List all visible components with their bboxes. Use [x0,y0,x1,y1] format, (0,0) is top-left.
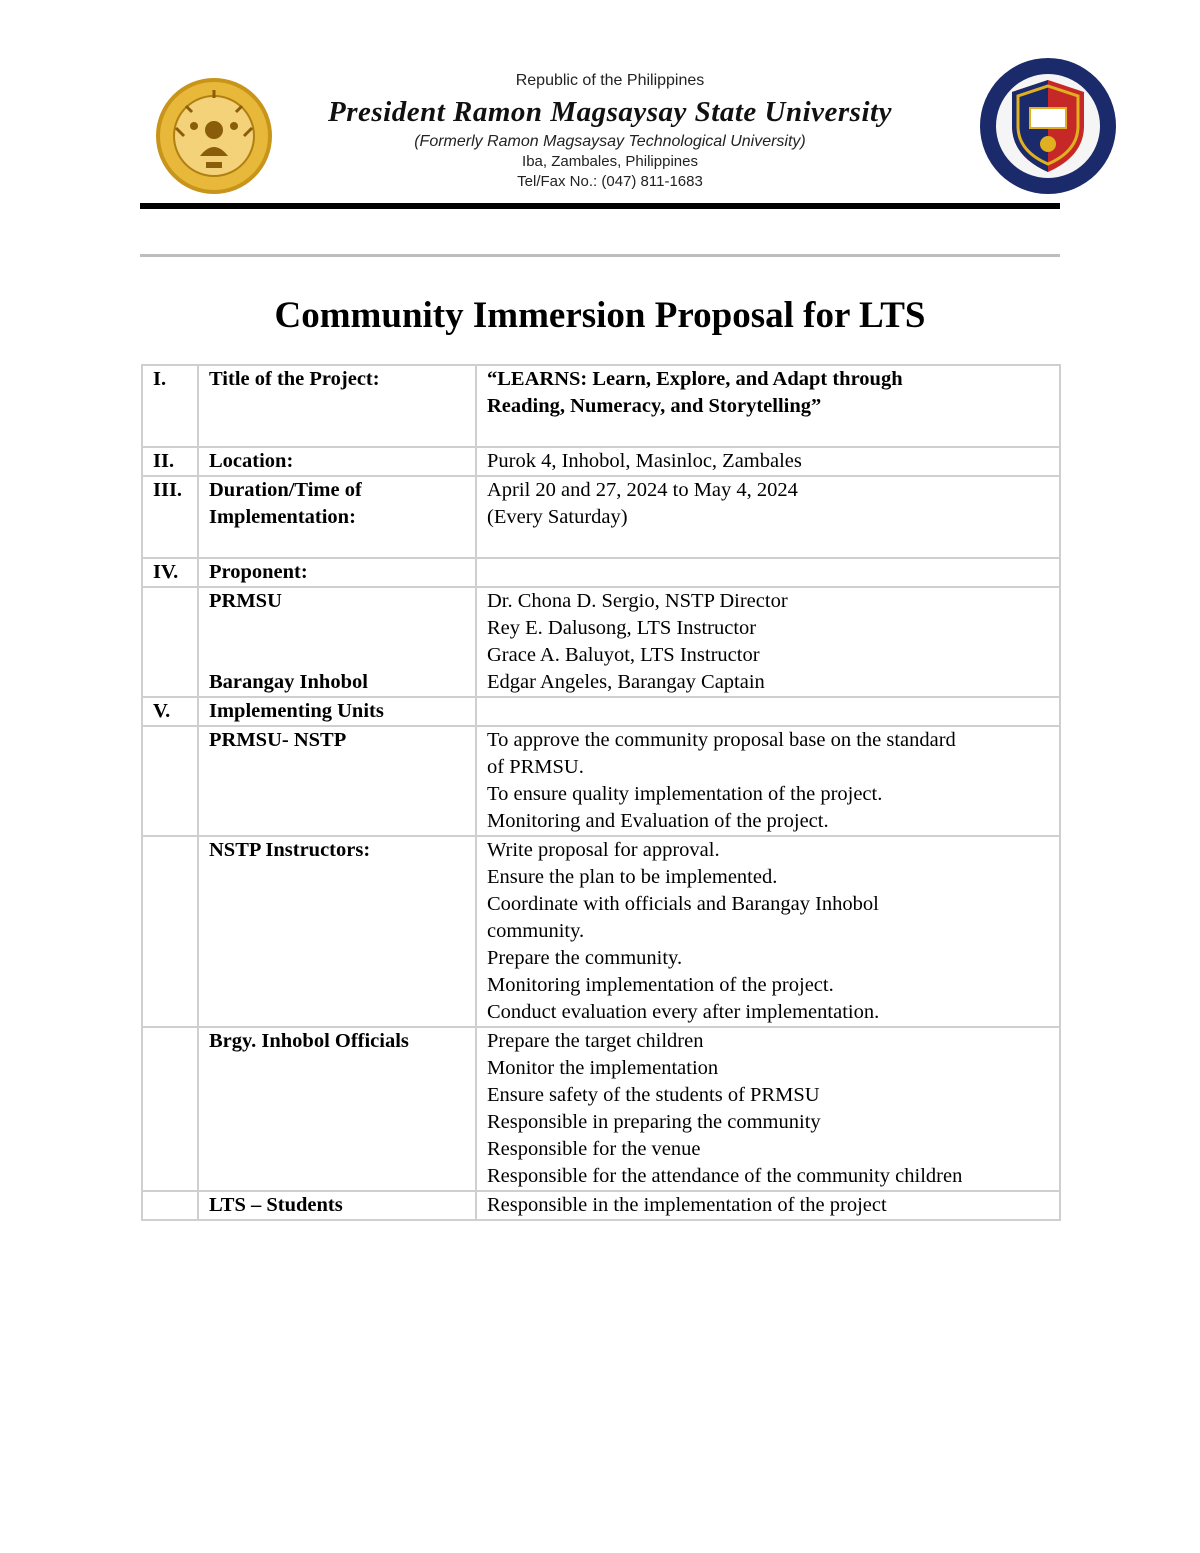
row-duration [142,476,1060,558]
spacer [209,615,467,642]
unit-name: NSTP Instructors: [198,836,476,1027]
row-location [142,447,1060,476]
duration-line: (Every Saturday) [487,506,628,528]
row-proponent-header [142,558,1060,587]
letterhead-text [290,70,930,192]
unit-duties [476,726,1060,836]
section-number: III. [142,476,198,558]
section-number: IV. [142,558,198,587]
duty-line: Monitor the implementation [487,1057,719,1079]
row-title-of-project [142,365,1060,447]
republic-line: Republic of the Philippines [515,72,705,89]
section-label [198,476,476,558]
row-unit-lts-students [142,1191,1060,1220]
section-number: II. [142,447,198,476]
duty-line: Responsible in the implementation of the project [487,1194,887,1216]
duty-line: Ensure safety of the students of PRMSU [487,1084,820,1106]
proponent-person: Dr. Chona D. Sergio, NSTP Director [487,590,788,612]
empty-cell [142,1027,198,1191]
duty-line: Responsible for the attendance of the community children [487,1165,963,1187]
row-proponent-details [142,587,1060,697]
university-seal-logo [154,76,274,196]
duty-line: Write proposal for approval. [487,839,720,861]
letterhead [140,50,1060,210]
section-label-line: Duration/Time of [209,479,362,501]
duty-line: community. [487,920,585,942]
duty-line: Monitoring and Evaluation of the project. [487,810,829,832]
spacer [209,642,467,669]
unit-duties [476,1191,1060,1220]
duration-value [476,476,1060,558]
proponent-org: Barangay Inhobol [209,671,368,693]
proponent-person: Edgar Angeles, Barangay Captain [487,671,765,693]
section-number: V. [142,697,198,726]
proponent-org: PRMSU [209,590,282,612]
project-title-line: “LEARNS: Learn, Explore, and Adapt through [487,368,903,390]
project-title-value [476,365,1060,447]
header-rule [140,203,1060,209]
proponent-orgs [198,587,476,697]
telfax-line: Tel/Fax No.: (047) 811-1683 [517,173,703,190]
row-unit-nstp-instructors [142,836,1060,1027]
empty-cell [142,726,198,836]
proponent-people [476,587,1060,697]
duty-line: Prepare the community. [487,947,683,969]
empty-cell [476,697,1060,726]
empty-cell [142,1191,198,1220]
section-label: Proponent: [198,558,476,587]
proponent-person: Grace A. Baluyot, LTS Instructor [487,644,760,666]
duty-line: of PRMSU. [487,756,584,778]
row-implementing-units-header [142,697,1060,726]
proponent-person: Rey E. Dalusong, LTS Instructor [487,617,757,639]
duty-line: Responsible in preparing the community [487,1111,821,1133]
section-label: Title of the Project: [198,365,476,447]
formerly-line: (Formerly Ramon Magsaysay Technological University) [414,133,806,150]
university-name: President Ramon Magsaysay State University [328,96,892,128]
row-unit-prmsu-nstp [142,726,1060,836]
unit-duties [476,836,1060,1027]
section-label-line: Implementation: [209,506,356,528]
duty-line: Conduct evaluation every after implementation. [487,1001,880,1023]
address-line: Iba, Zambales, Philippines [522,153,698,170]
separator-rule [140,254,1060,257]
row-unit-brgy-officials [142,1027,1060,1191]
section-label: Location: [198,447,476,476]
proposal-table [141,364,1061,1221]
duty-line: Ensure the plan to be implemented. [487,866,778,888]
empty-cell [142,587,198,697]
duty-line: To ensure quality implementation of the project. [487,783,883,805]
empty-cell [476,558,1060,587]
unit-duties [476,1027,1060,1191]
duty-line: To approve the community proposal base on the standard [487,729,956,751]
unit-name: PRMSU- NSTP [198,726,476,836]
duty-line: Responsible for the venue [487,1138,701,1160]
duty-line: Coordinate with officials and Barangay Inhobol [487,893,879,915]
duty-line: Prepare the target children [487,1030,704,1052]
document-title: Community Immersion Proposal for LTS [274,295,926,336]
duration-line: April 20 and 27, 2024 to May 4, 2024 [487,479,798,501]
empty-cell [142,836,198,1027]
section-number: I. [142,365,198,447]
unit-name: LTS – Students [198,1191,476,1220]
section-label: Implementing Units [198,697,476,726]
nstp-seal-logo [978,56,1118,196]
location-value: Purok 4, Inhobol, Masinloc, Zambales [476,447,1060,476]
project-title-line: Reading, Numeracy, and Storytelling” [487,395,822,417]
unit-name: Brgy. Inhobol Officials [198,1027,476,1191]
duty-line: Monitoring implementation of the project. [487,974,834,996]
